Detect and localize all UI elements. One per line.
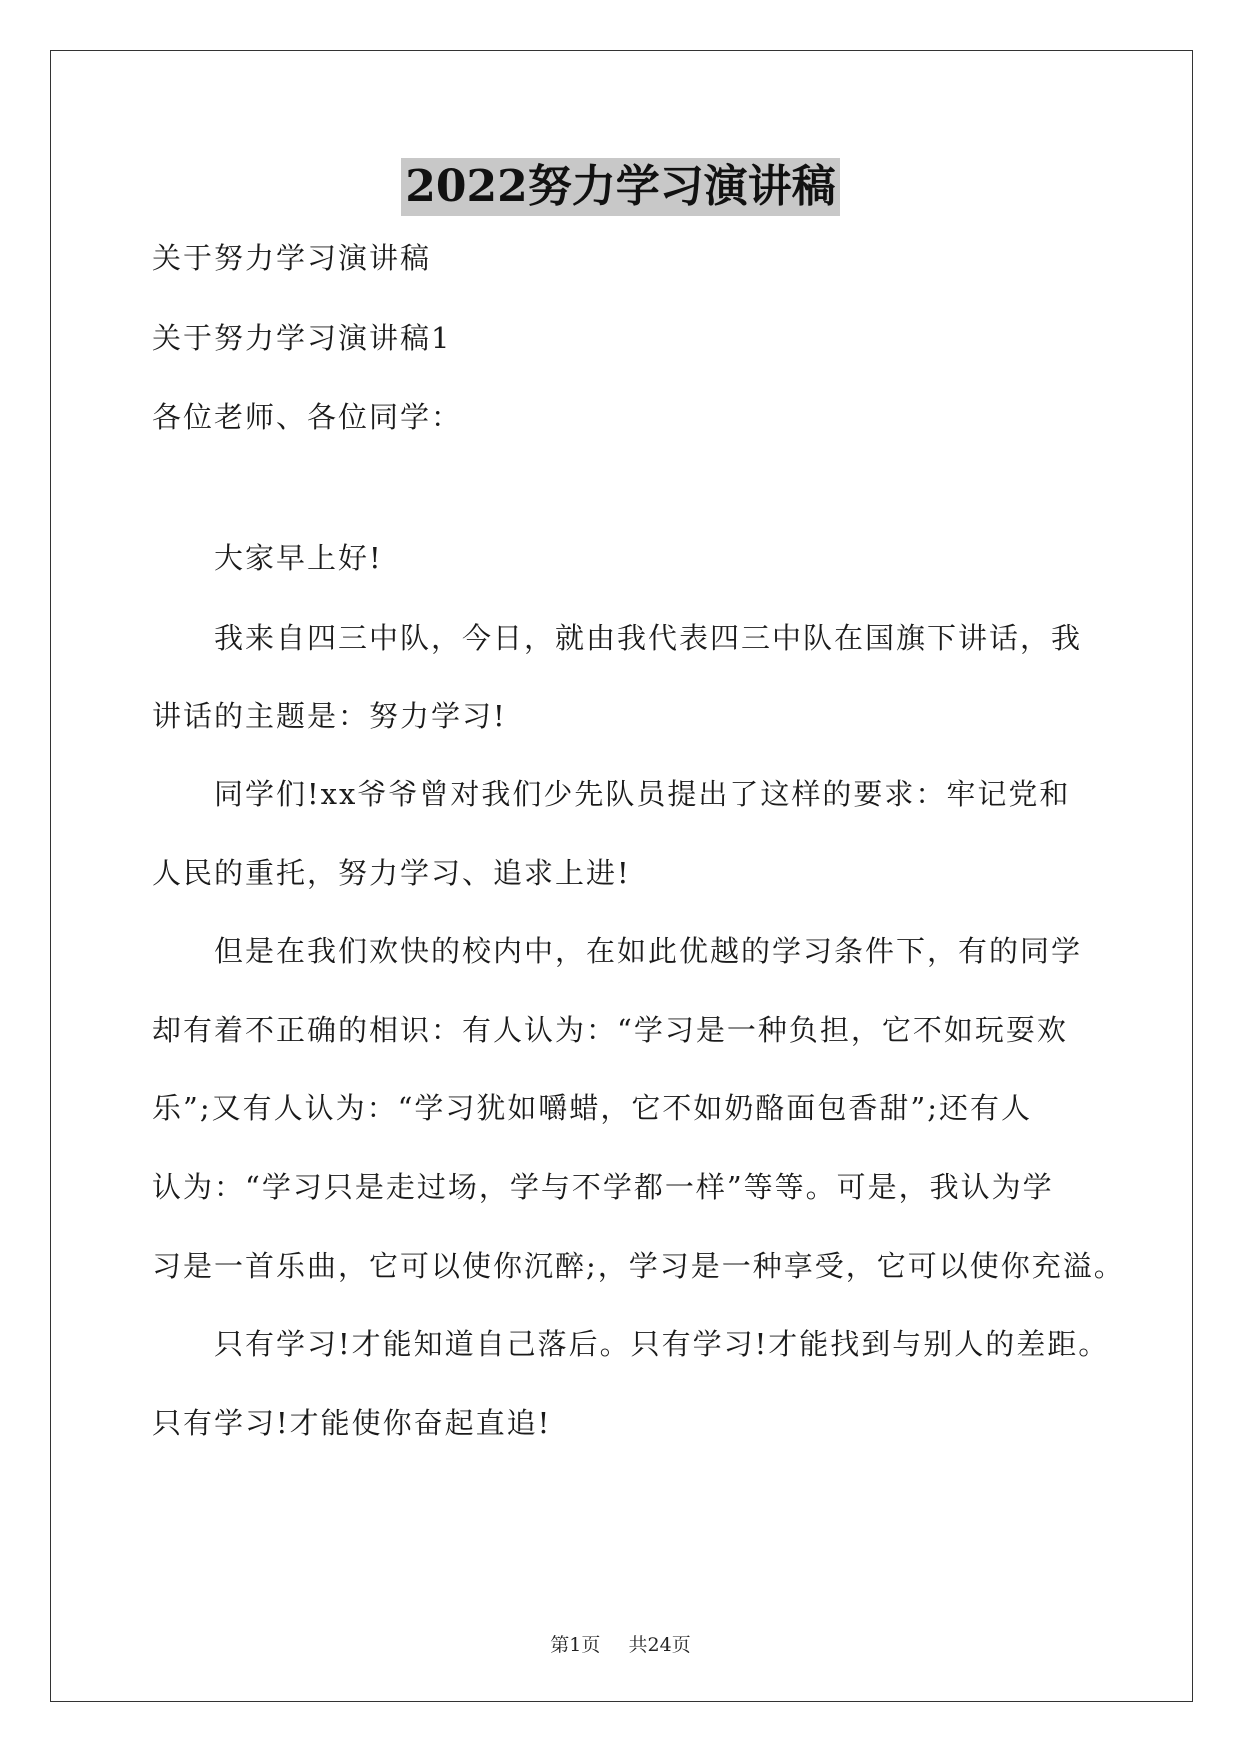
paragraph-line: 我来自四三中队，今日，就由我代表四三中队在国旗下讲话，我	[214, 621, 1083, 655]
paragraph-line: 只有学习!才能知道自己落后。只有学习!才能找到与别人的差距。	[214, 1327, 1110, 1361]
salutation-line: 各位老师、各位同学：	[152, 400, 463, 434]
paragraph-line: 只有学习!才能使你奋起直追!	[152, 1406, 552, 1440]
paragraph-line: 乐”;又有人认为：“学习犹如嚼蜡，它不如奶酪面包香甜”;还有人	[152, 1091, 1033, 1125]
paragraph-line: 却有着不正确的相识：有人认为：“学习是一种负担，它不如玩耍欢	[152, 1013, 1068, 1047]
page-total: 共24页	[628, 1634, 691, 1656]
paragraph-line: 关于努力学习演讲稿1	[152, 321, 452, 355]
paragraph-line: 人民的重托，努力学习、追求上进!	[152, 856, 631, 890]
document-title-text: 2022努力学习演讲稿	[401, 158, 839, 216]
paragraph-line: 大家早上好!	[214, 541, 383, 575]
document-title	[0, 158, 1241, 216]
paragraph-line: 关于努力学习演讲稿	[152, 241, 432, 275]
page-number: 第1页	[550, 1634, 601, 1656]
paragraph-line: 但是在我们欢快的校内中，在如此优越的学习条件下，有的同学	[214, 934, 1083, 968]
page-footer	[0, 1633, 1241, 1657]
paragraph-line: 习是一首乐曲，它可以使你沉醉;，学习是一种享受，它可以使你充溢。	[152, 1249, 1125, 1283]
paragraph-line: 讲话的主题是：努力学习!	[152, 699, 507, 733]
paragraph-line: 同学们!xx爷爷曾对我们少先队员提出了这样的要求：牢记党和	[214, 777, 1071, 811]
paragraph-line: 认为：“学习只是走过场，学与不学都一样”等等。可是，我认为学	[152, 1170, 1054, 1204]
